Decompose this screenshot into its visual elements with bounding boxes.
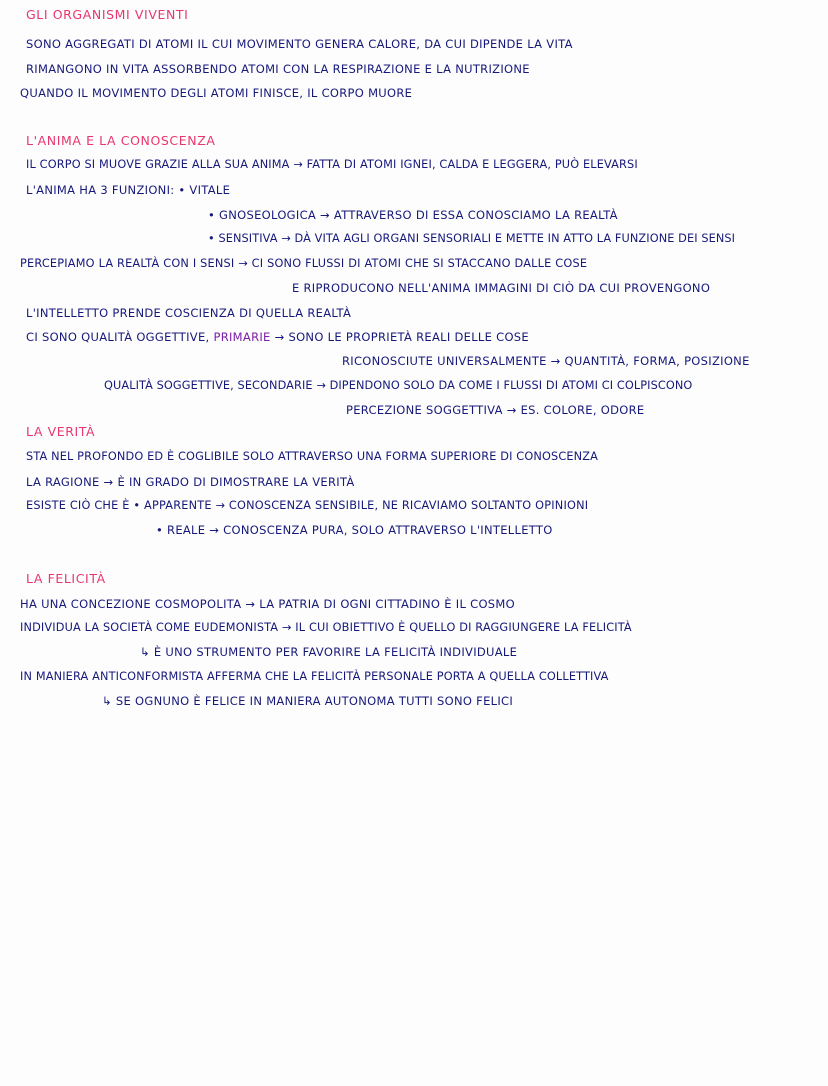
note-line: SONO AGGREGATI DI ATOMI IL CUI MOVIMENTO GENERA CALORE, DA CUI DIPENDE LA VITA <box>26 37 573 51</box>
note-line: QUALITÀ SOGGETTIVE, SECONDARIE → DIPENDONO SOLO DA COME I FLUSSI DI ATOMI CI COLPISCONO <box>104 379 693 392</box>
note-line: IN MANIERA ANTICONFORMISTA AFFERMA CHE LA FELICITÀ PERSONALE PORTA A QUELLA COLLETTIVA <box>20 670 609 683</box>
note-line: ↳ È UNO STRUMENTO PER FAVORIRE LA FELICITÀ INDIVIDUALE <box>140 645 518 659</box>
note-line: ESISTE CIÒ CHE È • APPARENTE → CONOSCENZA SENSIBILE, NE RICAVIAMO SOLTANTO OPINIONI <box>26 499 589 512</box>
highlighted-term-primarie: PRIMARIE <box>213 330 271 344</box>
note-line: • SENSITIVA → DÀ VITA AGLI ORGANI SENSORIALI E METTE IN ATTO LA FUNZIONE DEI SENSI <box>208 232 736 245</box>
note-line: QUANDO IL MOVIMENTO DEGLI ATOMI FINISCE, IL CORPO MUORE <box>20 86 413 100</box>
note-line: PERCEPIAMO LA REALTÀ CON I SENSI → CI SONO FLUSSI DI ATOMI CHE SI STACCANO DALLE COSE <box>20 257 588 270</box>
note-text: CI SONO QUALITÀ OGGETTIVE, <box>26 330 210 344</box>
note-line: • REALE → CONOSCENZA PURA, SOLO ATTRAVERSO L'INTELLETTO <box>156 523 553 537</box>
note-line-qualita-oggettive <box>26 330 529 344</box>
section-heading-verita: LA VERITÀ <box>26 424 96 439</box>
note-text: → SONO LE PROPRIETÀ REALI DELLE COSE <box>274 330 529 344</box>
note-line: RICONOSCIUTE UNIVERSALMENTE → QUANTITÀ, FORMA, POSIZIONE <box>342 354 750 368</box>
section-heading-felicita: LA FELICITÀ <box>26 571 106 586</box>
note-line: RIMANGONO IN VITA ASSORBENDO ATOMI CON LA RESPIRAZIONE E LA NUTRIZIONE <box>26 62 530 76</box>
note-line: IL CORPO SI MUOVE GRAZIE ALLA SUA ANIMA → FATTA DI ATOMI IGNEI, CALDA E LEGGERA, PUÒ ELEVARSI <box>26 158 638 171</box>
note-line: LA RAGIONE → È IN GRADO DI DIMOSTRARE LA VERITÀ <box>26 475 355 489</box>
note-line: L'ANIMA HA 3 FUNZIONI: • VITALE <box>26 183 231 197</box>
note-line: HA UNA CONCEZIONE COSMOPOLITA → LA PATRIA DI OGNI CITTADINO È IL COSMO <box>20 597 515 611</box>
note-line: STA NEL PROFONDO ED È COGLIBILE SOLO ATTRAVERSO UNA FORMA SUPERIORE DI CONOSCENZA <box>26 450 599 463</box>
note-line: ↳ SE OGNUNO È FELICE IN MANIERA AUTONOMA TUTTI SONO FELICI <box>102 694 514 708</box>
note-line: INDIVIDUA LA SOCIETÀ COME EUDEMONISTA → IL CUI OBIETTIVO È QUELLO DI RAGGIUNGERE LA FELICITÀ <box>20 621 632 634</box>
note-line: E RIPRODUCONO NELL'ANIMA IMMAGINI DI CIÒ DA CUI PROVENGONO <box>292 281 711 295</box>
note-line: L'INTELLETTO PRENDE COSCIENZA DI QUELLA REALTÀ <box>26 306 352 320</box>
section-heading-organismi: GLI ORGANISMI VIVENTI <box>26 7 189 22</box>
section-heading-anima: L'ANIMA E LA CONOSCENZA <box>26 133 216 148</box>
note-line: • GNOSEOLOGICA → ATTRAVERSO DI ESSA CONOSCIAMO LA REALTÀ <box>208 208 618 222</box>
note-line: PERCEZIONE SOGGETTIVA → ES. COLORE, ODORE <box>346 403 645 417</box>
